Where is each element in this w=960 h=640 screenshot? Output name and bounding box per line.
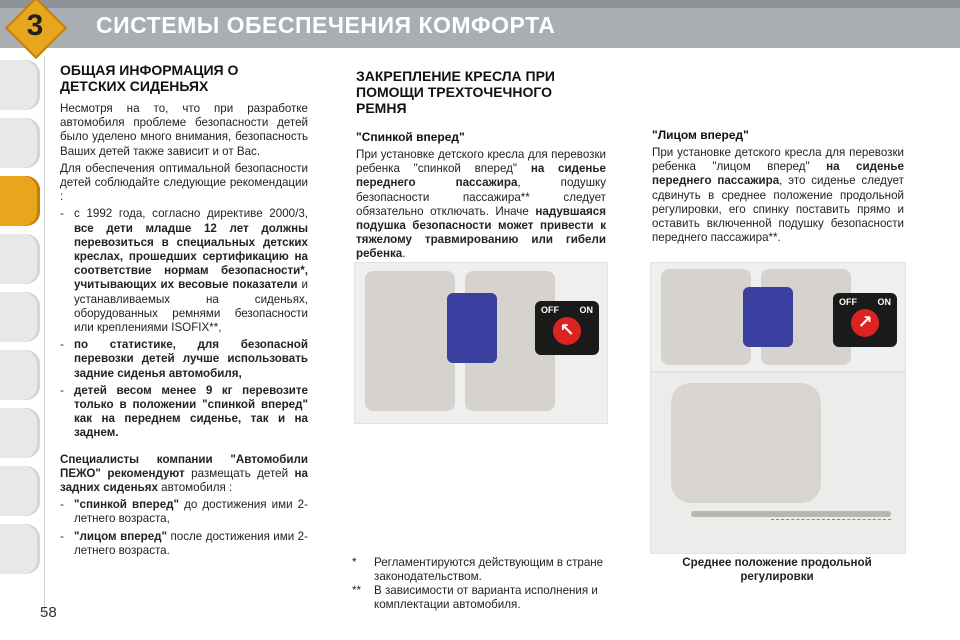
chapter-tabs: [0, 60, 44, 582]
forward-facing-seat-illustration: [650, 262, 906, 372]
seat-adjustment-illustration: [650, 372, 906, 554]
rear-facing-seat-illustration: [354, 262, 608, 424]
page-title: СИСТЕМЫ ОБЕСПЕЧЕНИЯ КОМФОРТА: [96, 12, 556, 38]
arrow-icon: ↗: [851, 309, 879, 337]
forward-facing-paragraph: При установке детского кресла для перевозки ребенка "лицом вперед" на сиденье переднего пассажира, это сиденье следует сдвинуть в среднее положение продольной регулировки, его спинку поставить прямо и оставить включенной подушку безопасности переднего пассажира**.: [652, 146, 904, 245]
forward-facing-subheading: "Лицом вперед": [652, 128, 749, 142]
page-number: 58: [40, 604, 57, 621]
left-paragraph-2: Для обеспечения оптимальной безопасности детей соблюдайте следующие рекомендации :: [60, 161, 308, 204]
footnotes: [352, 556, 606, 612]
airbag-on-sign: OFF ON ↗: [833, 293, 897, 347]
recommendation-list: [60, 207, 308, 440]
front-seat-left: [661, 269, 751, 365]
rear-facing-paragraph: При установке детского кресла для перевозки ребенка "спинкой вперед" на сиденье переднего пассажира, подушку безопасности пассажира** следует обязательно отключать. Иначе надувшаяся подушка безопасности может привести к тяжелому травмированию или гибели ребенка.: [356, 148, 606, 261]
left-paragraph-1: Несмотря на то, что при разработке автомобиля проблеме безопасности детей было уделено много внимания, безопасность Ваших детей также зависит и от Вас.: [60, 102, 308, 158]
middle-heading: ЗАКРЕПЛЕНИЕ КРЕСЛА ПРИ ПОМОЩИ ТРЕХТОЧЕЧНОГО РЕМНЯ: [356, 68, 555, 116]
chapter-tab-2[interactable]: [0, 118, 40, 168]
adjustment-indicator: [771, 519, 891, 520]
illustration-caption: Среднее положение продольной регулировки: [682, 556, 872, 583]
child-seat: [743, 287, 793, 347]
left-paragraph-3: Специалисты компании "Автомобили ПЕЖО" рекомендуют размещать детей на задних сиденьях автомобиля :: [60, 452, 308, 495]
left-heading: ОБЩАЯ ИНФОРМАЦИЯ О ДЕТСКИХ СИДЕНЬЯХ: [60, 62, 239, 94]
chapter-number: 3: [26, 9, 44, 42]
footnote: * Регламентируются действующим в стране законодательством.: [352, 556, 604, 583]
chapter-tab-1[interactable]: [0, 60, 40, 110]
chapter-tab-8[interactable]: [0, 466, 40, 516]
rear-facing-subheading: "Спинкой вперед": [356, 130, 465, 144]
chapter-tab-3[interactable]: [0, 176, 40, 226]
seat-rail: [691, 511, 891, 517]
list-item: - по статистике, для безопасной перевозки детей лучше использовать задние сиденья автомобиля,: [60, 338, 308, 380]
tab-divider: [44, 56, 45, 616]
arrow-icon: ↖: [553, 317, 581, 345]
left-column: [60, 62, 308, 561]
list-item: - "лицом вперед" после достижения ими 2-летнего возраста.: [60, 529, 308, 557]
header-top-band: [0, 0, 960, 8]
chapter-tab-6[interactable]: [0, 350, 40, 400]
chapter-tab-4[interactable]: [0, 234, 40, 284]
front-seat-left: [365, 271, 455, 411]
list-item: - "спинкой вперед" до достижения ими 2-летнего возраста,: [60, 498, 308, 526]
chapter-tab-5[interactable]: [0, 292, 40, 342]
child-seat: [447, 293, 497, 363]
seat-cushion: [671, 383, 821, 503]
age-list: [60, 498, 308, 558]
chapter-tab-9[interactable]: [0, 524, 40, 574]
list-item: - с 1992 года, согласно директиве 2000/3, все дети младше 12 лет должны перевозиться в специальных детских креслах, прошедших сертификацию на соответствие нормам безопасности*, учитывающих их весовые показатели и устанавливаемых на сиденьях, оборудованных ремнями безопасности или креплениями ISOFIX**,: [60, 207, 308, 335]
airbag-off-sign: OFF ON ↖: [535, 301, 599, 355]
list-item: - детей весом менее 9 кг перевозите только в положении "спинкой вперед" как на переднем сиденье, так и на заднем.: [60, 383, 308, 440]
right-column: [652, 128, 904, 248]
chapter-tab-7[interactable]: [0, 408, 40, 458]
middle-column: [356, 68, 606, 265]
footnote: ** В зависимости от варианта исполнения и комплектации автомобиля.: [352, 584, 598, 611]
